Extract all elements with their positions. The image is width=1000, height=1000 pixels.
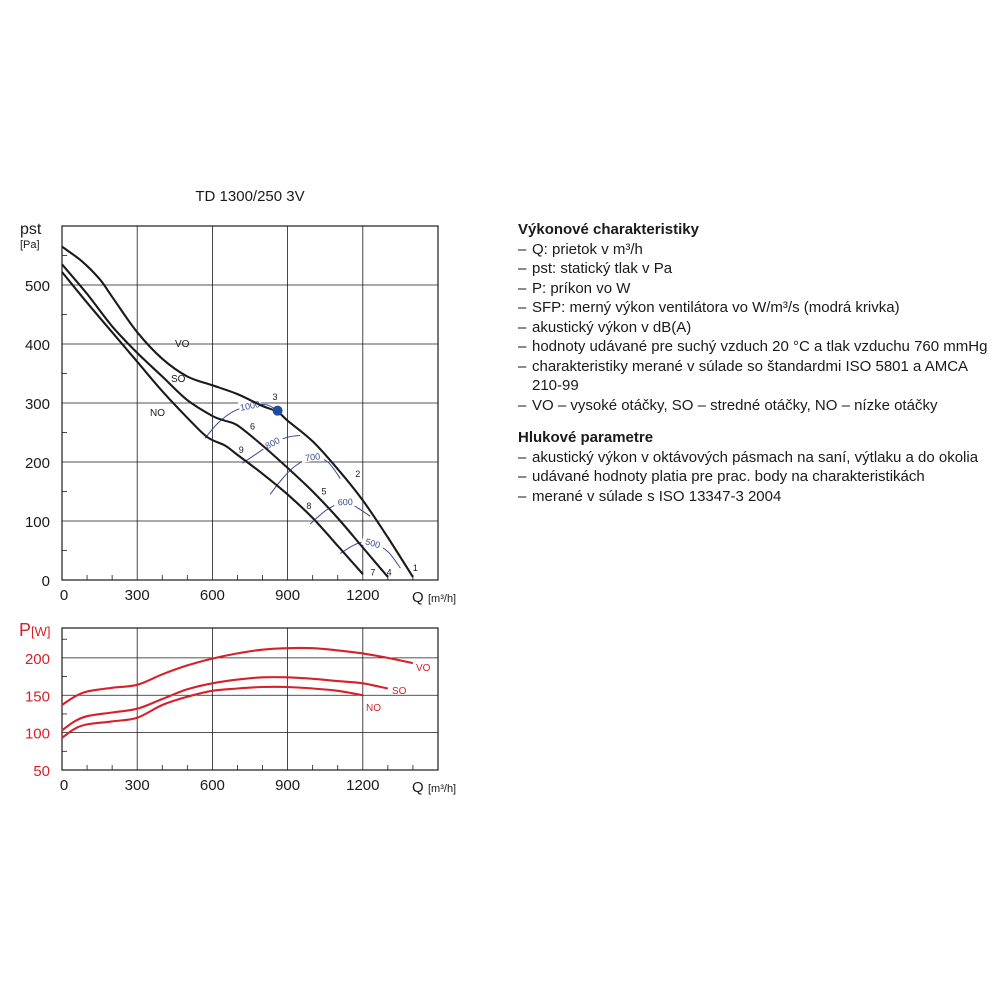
legend-section1-list [518,240,998,416]
legend-item: – udávané hodnoty platia pre prac. body na charakteristikách [518,467,998,487]
sfp-label: 800 [263,435,282,452]
y-axis-label: pst [20,221,42,238]
chart-title: TD 1300/250 3V [195,188,305,205]
x-axis-label: Q [412,779,424,796]
y-tick-label: 400 [24,337,50,354]
series-label: VO [416,663,431,674]
series-label: SO [171,374,186,385]
series-label: VO [175,339,190,350]
highlight-point [273,406,283,416]
operating-point-label: 6 [249,421,256,432]
y-tick-label: 300 [24,396,50,413]
legend-item: – charakteristiky merané v súlade so štandardmi ISO 5801 a AMCA 210-99 [518,357,998,396]
legend-item: – akustický výkon v dB(A) [518,318,998,338]
legend-item: – akustický výkon v oktávových pásmach na saní, výtlaku a do okolia [518,448,998,468]
y-tick-label: 200 [24,455,50,472]
x-tick-label: 1200 [346,777,380,794]
operating-point-label: 3 [272,392,278,403]
sfp-label: 500 [364,536,382,551]
operating-point-label: 2 [355,468,361,479]
x-tick-label: 600 [199,777,225,794]
y-tick-label: 500 [24,278,50,295]
x-tick-label: 1200 [346,587,380,604]
y-axis-unit: [Pa] [20,239,40,251]
legend-section2-title: Hlukové parametre [518,429,654,446]
x-axis-unit: [m³/h] [428,783,457,795]
x-tick-label: 600 [199,587,225,604]
sfp-label: 700 [304,451,321,464]
y-tick-label: 100 [24,514,50,531]
legend-section1-title: Výkonové charakteristiky [518,221,699,238]
x-tick-label: 900 [275,587,301,604]
legend-item: – pst: statický tlak v Pa [518,259,998,279]
operating-point-label: 7 [370,567,376,578]
y-tick-label: 100 [24,725,50,743]
legend-item: – P: príkon vo W [518,279,998,299]
series-line [62,247,413,577]
x-axis-label: Q [412,589,424,606]
operating-point-label: 4 [386,567,392,578]
legend-item: – merané v súlade s ISO 13347-3 2004 [518,487,998,507]
legend-item: – hodnoty udávané pre suchý vzduch 20 °C a tlak vzduchu 760 mmHg [518,337,998,357]
x-tick-label: 300 [124,587,150,604]
legend-section2-list [518,448,998,507]
series-line [62,648,413,705]
series-label: NO [366,703,381,714]
y-tick-label: 0 [41,573,50,590]
y-tick-label: 200 [24,650,50,668]
y-axis-unit: [W] [31,624,51,639]
legend-panel [518,220,998,506]
legend-item: – VO – vysoké otáčky, SO – stredné otáčky, NO – nízke otáčky [518,396,998,416]
legend-item: – SFP: merný výkon ventilátora vo W/m³/s (modrá krivka) [518,298,998,318]
x-tick-label: 0 [59,587,69,604]
operating-point-label: 5 [321,486,327,497]
operating-point-label: 8 [306,501,312,512]
operating-point-label: 9 [238,445,244,456]
x-tick-label: 0 [59,777,69,794]
x-tick-label: 900 [275,777,301,794]
legend-item: – Q: prietok v m³/h [518,240,998,260]
x-tick-label: 300 [124,777,150,794]
sfp-label: 1000 [239,399,261,413]
operating-point-label: 1 [412,563,418,574]
series-label: NO [150,408,165,419]
y-tick-label: 50 [33,763,50,780]
x-axis-unit: [m³/h] [428,593,457,605]
sfp-label: 600 [337,496,353,508]
plot-frame [62,628,438,770]
series-label: SO [392,686,407,697]
y-tick-label: 150 [24,688,50,706]
y-axis-label: P [19,620,32,640]
series-line [62,264,388,577]
